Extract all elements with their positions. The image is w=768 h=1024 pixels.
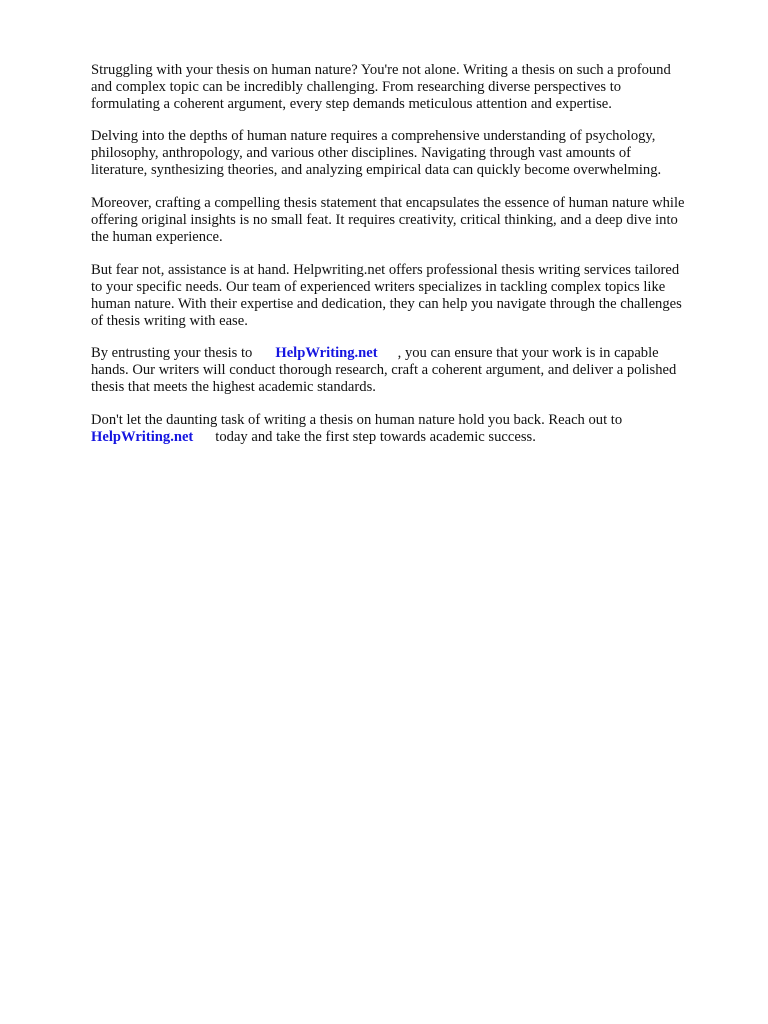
paragraph-assistance: [91, 262, 682, 330]
text-line: Don't let the daunting task of writing a thesis on human nature hold you back. Reach out to: [91, 412, 623, 428]
text-line: Delving into the depths of human nature requires a comprehensive understanding of psychology,: [91, 128, 656, 144]
paragraph-reach-out: [91, 412, 622, 446]
text-line: Struggling with your thesis on human nature? You're not alone. Writing a thesis on such a profound: [91, 62, 671, 78]
text-line: But fear not, assistance is at hand. Helpwriting.net offers professional thesis writing services tailored: [91, 262, 680, 278]
text-line: [91, 429, 622, 446]
text-line: human nature. With their expertise and dedication, they can help you navigate through the challenges: [91, 296, 682, 312]
text-line: offering original insights is no small feat. It requires creativity, critical thinking, and a deep dive into: [91, 212, 678, 228]
text-line: Moreover, crafting a compelling thesis statement that encapsulates the essence of human nature while: [91, 195, 685, 211]
text-line: thesis that meets the highest academic standards.: [91, 379, 376, 395]
paragraph-depths: [91, 128, 661, 179]
text-segment: By entrusting your thesis to: [91, 345, 253, 361]
helpwriting-link[interactable]: HelpWriting.net: [91, 429, 194, 445]
text-line: [91, 345, 676, 362]
text-line: formulating a coherent argument, every step demands meticulous attention and expertise.: [91, 96, 612, 112]
text-segment: , you can ensure that your work is in capable: [397, 345, 659, 361]
paragraph-intro: [91, 62, 671, 113]
helpwriting-link[interactable]: HelpWriting.net: [275, 345, 378, 361]
text-line: to your specific needs. Our team of experienced writers specializes in tackling complex topics like: [91, 279, 666, 295]
text-line: literature, synthesizing theories, and analyzing empirical data can quickly become overwhelming.: [91, 162, 662, 178]
text-line: hands. Our writers will conduct thorough research, craft a coherent argument, and deliver a polished: [91, 362, 677, 378]
paragraph-moreover: [91, 195, 685, 246]
text-line: and complex topic can be incredibly challenging. From researching diverse perspectives to: [91, 79, 622, 95]
text-line: the human experience.: [91, 229, 223, 245]
text-line: of thesis writing with ease.: [91, 313, 248, 329]
text-segment: today and take the first step towards academic success.: [215, 429, 536, 445]
paragraph-entrusting: [91, 345, 676, 396]
text-line: philosophy, anthropology, and various other disciplines. Navigating through vast amounts of: [91, 145, 632, 161]
